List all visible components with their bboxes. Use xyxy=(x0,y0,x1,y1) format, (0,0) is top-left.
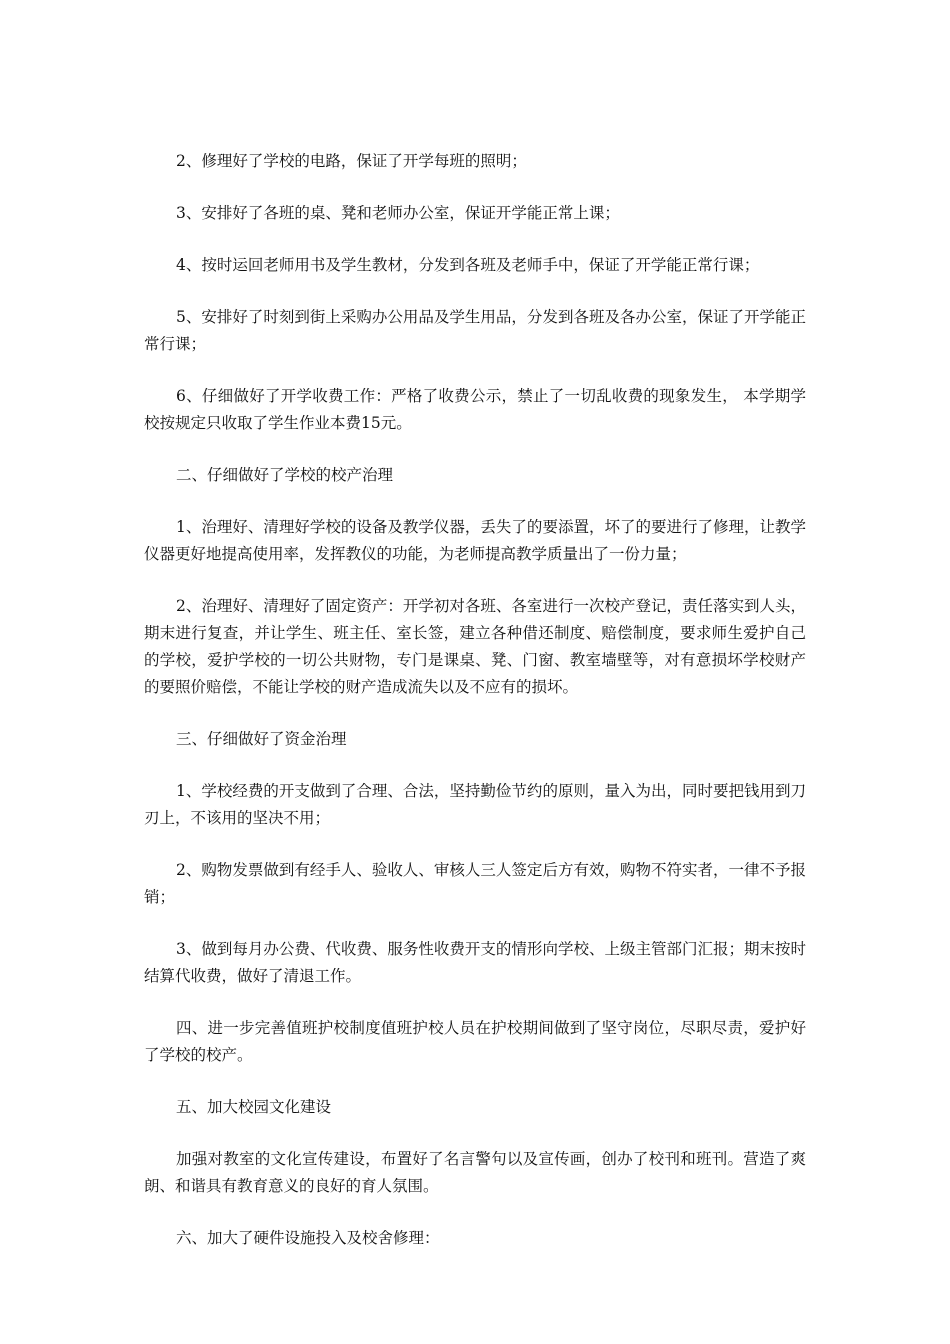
paragraph-invoices: 2、购物发票做到有经手人、验收人、审核人三人签定后方有效，购物不符实者，一律不予报销； xyxy=(144,861,806,906)
paragraph-teaching-equipment: 1、治理好、清理好学校的设备及教学仪器，丢失了的要添置，坏了的要进行了修理，让教学仪器更好地提高使用率，发挥教仪的功能，为老师提高教学质量出了一份力量； xyxy=(144,518,806,563)
paragraph-office-supplies: 5、安排好了时刻到街上采购办公用品及学生用品，分发到各班及各办公室，保证了开学能正常行课； xyxy=(144,308,806,353)
paragraph-monthly-report: 3、做到每月办公费、代收费、服务性收费开支的情形向学校、上级主管部门汇报；期末按时结算代收费，做好了清退工作。 xyxy=(144,940,806,985)
paragraph-fixed-assets: 2、治理好、清理好了固定资产：开学初对各班、各室进行一次校产登记，责任落实到人头，期末进行复查，并让学生、班主任、室长签，建立各种借还制度、赔偿制度，要求师生爱护自己的学校，爱护学校的一切公共财物，专门是课桌、凳、门窗、教室墙壁等，对有意损坏学校财产的要照价赔偿，不能让学校的财产造成流失以及不应有的损坏。 xyxy=(144,597,806,696)
section-heading-fund-management: 三、仔细做好了资金治理 xyxy=(176,730,347,748)
paragraph-fee-collection: 6、仔细做好了开学收费工作：严格了收费公示，禁止了一切乱收费的现象发生， 本学期学校按规定只收取了学生作业本费15元。 xyxy=(144,387,806,432)
paragraph-textbooks: 4、按时运回老师用书及学生教材，分发到各班及老师手中，保证了开学能正常行课； xyxy=(176,256,760,274)
section-heading-school-property: 二、仔细做好了学校的校产治理 xyxy=(176,466,394,484)
paragraph-expenditure: 1、学校经费的开支做到了合理、合法，坚持勤俭节约的原则，量入为出，同时要把钱用到刀刃上，不该用的坚决不用； xyxy=(144,782,806,827)
section-heading-duty-system: 四、进一步完善值班护校制度值班护校人员在护校期间做到了坚守岗位，尽职尽责，爱护好了学校的校产。 xyxy=(144,1019,806,1064)
paragraph-desks-offices: 3、安排好了各班的桌、凳和老师办公室，保证开学能正常上课； xyxy=(176,204,620,222)
paragraph-electric-repair: 2、修理好了学校的电路，保证了开学每班的照明； xyxy=(176,152,527,170)
section-heading-hardware: 六、加大了硬件设施投入及校舍修理： xyxy=(176,1229,440,1247)
section-heading-campus-culture: 五、加大校园文化建设 xyxy=(176,1098,332,1116)
document-body xyxy=(144,148,806,1277)
paragraph-classroom-culture: 加强对教室的文化宣传建设，布置好了名言警句以及宣传画，创办了校刊和班刊。营造了爽朗、和谐具有教育意义的良好的育人氛围。 xyxy=(144,1150,806,1195)
